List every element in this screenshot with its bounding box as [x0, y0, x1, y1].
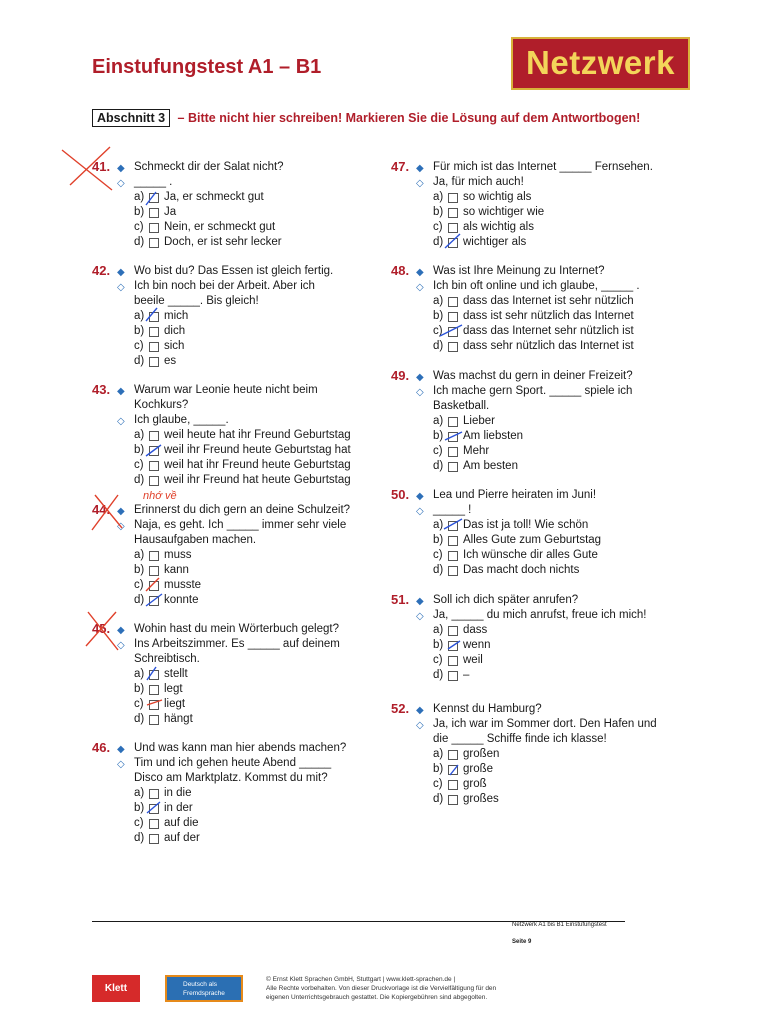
- check-mark: [146, 578, 159, 591]
- question-reply: Ja, _____ du mich anrufst, freue ich mich!: [433, 609, 647, 621]
- option-text: weil: [463, 654, 483, 666]
- speaker-b-icon: ◇: [117, 521, 125, 532]
- question-prompt: Und was kann man hier abends machen?: [134, 742, 347, 754]
- speaker-b-icon: ◇: [117, 282, 125, 293]
- question-number: 51.: [391, 592, 410, 607]
- speaker-a-icon: ◆: [117, 744, 125, 755]
- option-letter: d): [433, 236, 444, 248]
- question-number: 50.: [391, 487, 410, 502]
- option-letter: d): [134, 236, 145, 248]
- option-letter: d): [134, 713, 145, 725]
- option-letter: a): [134, 429, 145, 441]
- option-text: großes: [463, 793, 499, 805]
- question-number: 48.: [391, 263, 410, 278]
- question-reply: Ja, für mich auch!: [433, 176, 524, 188]
- option-letter: c): [134, 459, 144, 471]
- option-letter: b): [134, 444, 145, 456]
- cross-mark: [86, 612, 118, 650]
- speaker-b-icon: ◇: [416, 720, 424, 731]
- check-mark: [146, 445, 161, 456]
- option-text: dass: [463, 624, 488, 636]
- option-text: Ja, er schmeckt gut: [164, 191, 264, 203]
- check-mark: [146, 308, 157, 321]
- option-letter: a): [134, 549, 145, 561]
- option-text: dass sehr nützlich das Internet ist: [463, 340, 634, 352]
- option-text: dass das Internet sehr nützlich ist: [463, 325, 634, 337]
- question-prompt: Was machst du gern in deiner Freizeit?: [433, 370, 633, 382]
- check-mark: [147, 667, 156, 680]
- speaker-a-icon: ◆: [416, 491, 424, 502]
- option-letter: b): [134, 206, 145, 218]
- option-letter: c): [134, 579, 144, 591]
- option-text: Das ist ja toll! Wie schön: [463, 519, 589, 531]
- option-letter: c): [433, 549, 443, 561]
- check-mark: [440, 325, 462, 336]
- option-text: auf die: [164, 817, 199, 829]
- option-text: so wichtig als: [463, 191, 532, 203]
- question-prompt: Was ist Ihre Meinung zu Internet?: [433, 265, 605, 277]
- check-mark: [445, 234, 460, 248]
- option-letter: a): [433, 748, 444, 760]
- speaker-b-icon: ◇: [416, 611, 424, 622]
- question-reply: Ich glaube, _____.: [134, 414, 229, 426]
- option-letter: b): [134, 802, 145, 814]
- option-letter: a): [433, 415, 444, 427]
- copyright-line: © Ernst Klett Sprachen GmbH, Stuttgart | www.klett-sprachen.de |: [266, 976, 456, 983]
- option-text: Das macht doch nichts: [463, 564, 580, 576]
- option-letter: d): [134, 832, 145, 844]
- option-text: liegt: [164, 698, 186, 710]
- option-letter: c): [433, 221, 443, 233]
- question-reply: _____ .: [134, 176, 173, 188]
- option-text: dich: [164, 325, 186, 337]
- question-prompt: Erinnerst du dich gern an deine Schulzeit?: [134, 504, 351, 516]
- question-number: 49.: [391, 368, 410, 383]
- question-reply: Naja, es geht. Ich _____ immer sehr viele: [134, 519, 347, 531]
- option-text: wenn: [463, 639, 491, 651]
- option-letter: d): [134, 355, 145, 367]
- option-letter: c): [433, 325, 443, 337]
- option-letter: c): [433, 778, 443, 790]
- speaker-a-icon: ◆: [117, 506, 125, 517]
- question-prompt: Kennst du Hamburg?: [433, 703, 542, 715]
- question-reply: Hausaufgaben machen.: [134, 534, 257, 546]
- speaker-b-icon: ◇: [117, 759, 125, 770]
- option-text: Ich wünsche dir alles Gute: [463, 549, 598, 561]
- speaker-a-icon: ◆: [117, 625, 125, 636]
- question-number: 41.: [92, 159, 111, 174]
- option-text: weil hat ihr Freund heute Geburtstag: [164, 459, 351, 471]
- question-prompt: Warum war Leonie heute nicht beim: [134, 384, 318, 396]
- check-mark: [448, 641, 460, 649]
- question-number: 52.: [391, 701, 410, 716]
- question-reply: Schreibtisch.: [134, 653, 200, 665]
- question-prompt: Schmeckt dir der Salat nicht?: [134, 161, 284, 173]
- option-text: weil ihr Freund heute Geburtstag hat: [164, 444, 351, 456]
- speaker-a-icon: ◆: [117, 163, 125, 174]
- question-prompt: Für mich ist das Internet _____ Fernsehen.: [433, 161, 653, 173]
- option-text: dass das Internet ist sehr nützlich: [463, 295, 634, 307]
- option-letter: b): [433, 310, 444, 322]
- option-letter: d): [433, 340, 444, 352]
- option-text: weil ihr Freund hat heute Geburtstag: [164, 474, 351, 486]
- handwritten-note: nhớ về: [143, 490, 177, 502]
- question-prompt: Kochkurs?: [134, 399, 189, 411]
- option-text: –: [463, 669, 470, 681]
- page-title: Einstufungstest A1 – B1: [92, 56, 322, 78]
- check-mark: [147, 802, 160, 813]
- question-reply: Basketball.: [433, 400, 490, 412]
- option-letter: d): [134, 474, 145, 486]
- section-label: Abschnitt 3: [92, 109, 170, 127]
- option-text: kann: [164, 564, 189, 576]
- option-letter: d): [433, 793, 444, 805]
- option-letter: c): [134, 817, 144, 829]
- question-number: 43.: [92, 382, 111, 397]
- option-letter: b): [134, 683, 145, 695]
- footer-page-number: Seite 9: [512, 939, 532, 945]
- option-letter: a): [134, 310, 145, 322]
- question-reply: Tim und ich gehen heute Abend _____: [134, 757, 332, 769]
- speaker-a-icon: ◆: [416, 596, 424, 607]
- option-letter: d): [433, 669, 444, 681]
- check-mark: [146, 192, 156, 205]
- option-text: es: [164, 355, 177, 367]
- speaker-b-icon: ◇: [416, 178, 424, 189]
- option-text: konnte: [164, 594, 199, 606]
- option-text: Lieber: [463, 415, 495, 427]
- question-reply: Ich mache gern Sport. _____ spiele ich: [433, 385, 633, 397]
- option-letter: b): [433, 763, 444, 775]
- option-letter: b): [134, 325, 145, 337]
- question-reply: Ich bin oft online und ich glaube, _____ .: [433, 280, 640, 292]
- daf-line: Fremdsprache: [183, 990, 225, 997]
- option-text: muss: [164, 549, 192, 561]
- check-mark: [450, 765, 458, 775]
- daf-line: Deutsch als: [183, 981, 217, 988]
- option-text: groß: [463, 778, 487, 790]
- speaker-a-icon: ◆: [416, 372, 424, 383]
- option-text: hängt: [164, 713, 193, 725]
- option-letter: c): [134, 698, 144, 710]
- option-text: wichtiger als: [463, 236, 527, 248]
- copyright-line: eigenen Unterrichtsgebrauch gestattet. Die Kopiergebühren sind abgegolten.: [266, 994, 488, 1001]
- speaker-a-icon: ◆: [117, 267, 125, 278]
- netzwerk-logo: Netzwerk: [511, 37, 690, 90]
- option-text: als wichtig als: [463, 221, 534, 233]
- option-text: dass ist sehr nützlich das Internet: [463, 310, 634, 322]
- question-reply: Ich bin noch bei der Arbeit. Aber ich: [134, 280, 315, 292]
- option-text: Doch, er ist sehr lecker: [164, 236, 282, 248]
- daf-badge: [165, 975, 243, 1002]
- option-text: weil heute hat ihr Freund Geburtstag: [164, 429, 351, 441]
- option-letter: d): [134, 594, 145, 606]
- footer-book-title: Netzwerk A1 bis B1 Einstufungstest: [512, 922, 607, 928]
- speaker-b-icon: ◇: [117, 640, 125, 651]
- option-letter: c): [433, 654, 443, 666]
- option-text: legt: [164, 683, 183, 695]
- option-letter: c): [134, 221, 144, 233]
- question-prompt: Soll ich dich später anrufen?: [433, 594, 579, 606]
- option-letter: a): [134, 787, 145, 799]
- option-letter: a): [433, 624, 444, 636]
- speaker-b-icon: ◇: [416, 506, 424, 517]
- question-prompt: Wo bist du? Das Essen ist gleich fertig.: [134, 265, 334, 277]
- question-reply: die _____ Schiffe finde ich klasse!: [433, 733, 607, 745]
- option-letter: b): [433, 534, 444, 546]
- check-mark: [445, 432, 462, 440]
- question-number: 46.: [92, 740, 111, 755]
- option-text: Am besten: [463, 460, 518, 472]
- option-letter: c): [433, 445, 443, 457]
- section-instruction: – Bitte nicht hier schreiben! Markieren Sie die Lösung auf dem Antwortbogen!: [174, 111, 641, 125]
- speaker-a-icon: ◆: [117, 386, 125, 397]
- question-number: 47.: [391, 159, 410, 174]
- option-text: sich: [164, 340, 185, 352]
- option-text: auf der: [164, 832, 200, 844]
- option-text: Nein, er schmeckt gut: [164, 221, 276, 233]
- option-text: musste: [164, 579, 202, 591]
- question-reply: Ja, ich war im Sommer dort. Den Hafen und: [433, 718, 657, 730]
- option-letter: a): [134, 668, 145, 680]
- option-letter: b): [433, 430, 444, 442]
- check-mark: [147, 700, 162, 705]
- check-mark: [146, 594, 162, 606]
- question-number: 42.: [92, 263, 111, 278]
- option-letter: c): [134, 340, 144, 352]
- speaker-a-icon: ◆: [416, 163, 424, 174]
- option-letter: a): [134, 191, 145, 203]
- klett-logo: Klett: [92, 975, 140, 1002]
- speaker-b-icon: ◇: [117, 178, 125, 189]
- copyright-line: Alle Rechte vorbehalten. Von dieser Druckvorlage ist die Vervielfältigung für den: [266, 985, 497, 992]
- option-letter: b): [134, 564, 145, 576]
- cross-mark: [92, 495, 122, 530]
- question-prompt: Lea und Pierre heiraten im Juni!: [433, 489, 597, 501]
- option-letter: a): [433, 295, 444, 307]
- option-text: Mehr: [463, 445, 490, 457]
- copyright-notice: [266, 975, 506, 1002]
- question-reply: beeile _____. Bis gleich!: [134, 295, 259, 307]
- question-reply: _____ !: [433, 504, 472, 516]
- speaker-a-icon: ◆: [416, 267, 424, 278]
- option-text: Alles Gute zum Geburtstag: [463, 534, 602, 546]
- speaker-b-icon: ◇: [416, 282, 424, 293]
- speaker-b-icon: ◇: [416, 387, 424, 398]
- option-letter: a): [433, 519, 444, 531]
- speaker-a-icon: ◆: [416, 705, 424, 716]
- option-text: mich: [164, 310, 189, 322]
- option-text: so wichtiger wie: [463, 206, 545, 218]
- question-prompt: Wohin hast du mein Wörterbuch gelegt?: [134, 623, 339, 635]
- question-number: 44.: [92, 502, 111, 517]
- option-text: Am liebsten: [463, 430, 524, 442]
- option-text: stellt: [164, 668, 188, 680]
- option-letter: b): [433, 639, 444, 651]
- option-text: in der: [164, 802, 193, 814]
- question-reply: Disco am Marktplatz. Kommst du mit?: [134, 772, 328, 784]
- option-letter: d): [433, 564, 444, 576]
- option-text: großen: [463, 748, 500, 760]
- cross-mark: [62, 147, 112, 190]
- question-number: 45.: [92, 621, 111, 636]
- option-text: große: [463, 763, 494, 775]
- option-letter: b): [433, 206, 444, 218]
- speaker-b-icon: ◇: [117, 416, 125, 427]
- option-text: in die: [164, 787, 192, 799]
- option-letter: a): [433, 191, 444, 203]
- question-reply: Ins Arbeitszimmer. Es _____ auf deinem: [134, 638, 340, 650]
- option-letter: d): [433, 460, 444, 472]
- option-text: Ja: [164, 206, 177, 218]
- check-mark: [444, 519, 462, 529]
